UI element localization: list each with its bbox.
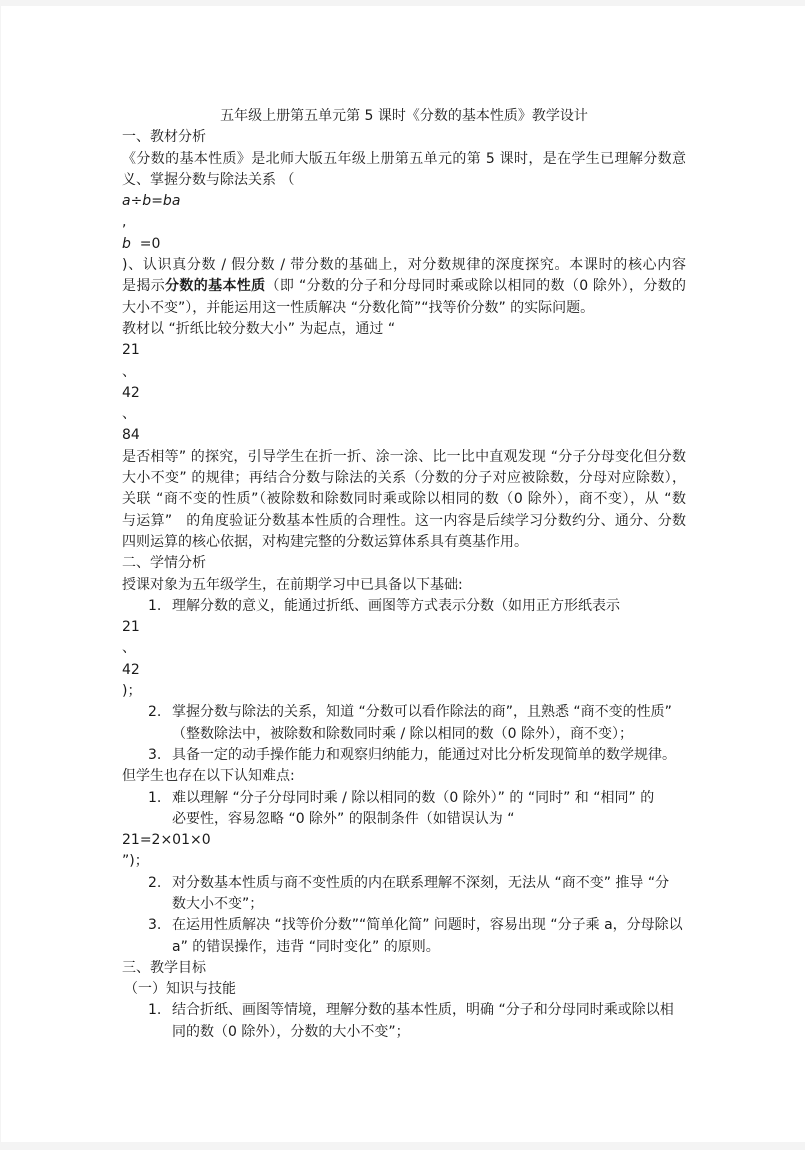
list-number: 1. [148, 597, 162, 614]
list-number: 1. [148, 1002, 162, 1019]
subsection-heading: （一）知识与技能 [124, 981, 236, 998]
paragraph-line: 关联 “商不变的性质”（被除数和除数同时乘或除以相同的数（0 除外），商不变），从 “数 [122, 491, 686, 508]
document-title: 五年级上册第五单元第 5 课时《分数的基本性质》教学设计 [220, 108, 588, 124]
section-heading-2: 二、学情分析 [122, 555, 206, 572]
document-page [1, 6, 805, 1142]
paragraph-line: 《分数的基本性质》是北师大版五年级上册第五单元的第 5 课时，是在学生已理解分数意 [122, 150, 686, 167]
fraction-1-2: 21 [122, 619, 140, 636]
formula-a-div-b: a÷b=ba [122, 193, 181, 210]
list-text: 对分数基本性质与商不变性质的内在联系理解不深刻，无法从 “商不变” 推导 “分 [172, 874, 670, 891]
bold-key-term: 分数的基本性质 [165, 278, 266, 295]
paragraph-line: 义、掌握分数与除法关系 （ [122, 171, 295, 188]
list-number: 1. [148, 789, 162, 806]
list-item [122, 1000, 686, 1021]
formula-b-var: b [122, 235, 131, 252]
text-segment: （即 “分数的分子和分母同时乘或除以相同的数（0 除外），分数的 [265, 278, 687, 295]
paragraph-line: 但学生也存在以下认知难点: [122, 768, 295, 785]
paragraph-line: 与运算” 的角度验证分数基本性质的合理性。这一内容是后续学习分数约分、通分、分数 [122, 512, 686, 529]
list-text: 理解分数的意义，能通过折纸、画图等方式表示分数（如用正方形纸表示 [172, 597, 620, 614]
list-number: 2. [148, 874, 162, 891]
list-text: 掌握分数与除法的关系，知道 “分数可以看作除法的商”，且熟悉 “商不变的性质” [172, 704, 672, 721]
formula-b-not-zero [122, 234, 686, 255]
list-text: 具备一定的动手操作能力和观察归纳能力，能通过对比分析发现简单的数学规律。 [172, 746, 676, 763]
list-item [122, 788, 686, 809]
list-item [122, 702, 686, 723]
fraction-2-4: 42 [122, 384, 140, 401]
list-item [122, 873, 686, 894]
fraction-2-4: 42 [122, 661, 140, 678]
list-text: 难以理解 “分子分母同时乘 / 除以相同的数（0 除外）” 的 “同时” 和 “相同” 的 [172, 789, 655, 806]
document-content [122, 106, 686, 1043]
paragraph-line: 四则运算的核心依据，对构建完整的分数运算体系具有奠基作用。 [122, 533, 528, 550]
fraction-4-8: 84 [122, 427, 140, 444]
section-heading-1: 一、教材分析 [122, 129, 206, 146]
list-text: 在运用性质解决 “找等价分数”“简单化简” 问题时，容易出现 “分子乘 a，分母除以 [172, 917, 683, 934]
list-tail: )； [122, 683, 142, 700]
list-item [122, 745, 686, 766]
fraction-1-2: 21 [122, 342, 140, 359]
formula-wrong-example: 21=2×01×0 [122, 832, 211, 849]
paragraph-line: 授课对象为五年级学生，在前期学习中已具备以下基础: [122, 576, 463, 593]
list-item [122, 596, 686, 617]
section-heading-3: 三、教学目标 [122, 959, 206, 976]
list-tail: ”)； [122, 853, 149, 870]
text-segment: 是揭示 [122, 278, 166, 295]
paragraph-line: 是否相等” 的探究，引导学生在折一折、涂一涂、比一比中直观发现 “分子分母变化但分数 [122, 448, 686, 465]
separator: 、 [122, 363, 136, 380]
list-text-cont: 必要性，容易忽略 “0 除外” 的限制条件（如错误认为 “ [172, 810, 515, 827]
list-number: 3. [148, 746, 162, 763]
paragraph-line: )、认识真分数 / 假分数 / 带分数的基础上，对分数规律的深度探究。本课时的核心内容 [122, 257, 686, 274]
list-text-cont: （整数除法中，被除数和除数同时乘 / 除以相同的数（0 除外），商不变）； [172, 725, 633, 742]
paragraph-line: 大小不变”），并能运用这一性质解决 “分数化简”“找等价分数” 的实际问题。 [122, 299, 595, 316]
paragraph-line [122, 276, 686, 297]
list-text-cont: 同的数（0 除外），分数的大小不变”； [172, 1023, 410, 1040]
list-text-cont: 数大小不变”； [172, 895, 264, 912]
list-number: 2. [148, 704, 162, 721]
formula-b-rest: =0 [130, 235, 161, 252]
list-number: 3. [148, 917, 162, 934]
formula-comma: , [122, 214, 127, 231]
paragraph-line: 大小不变” 的规律；再结合分数与除法的关系（分数的分子对应被除数，分母对应除数）， [122, 470, 686, 487]
list-item [122, 915, 686, 936]
separator: 、 [122, 406, 136, 423]
list-text: 结合折纸、画图等情境，理解分数的基本性质，明确 “分子和分母同时乘或除以相 [172, 1002, 674, 1019]
separator: 、 [122, 640, 136, 657]
paragraph-line: 教材以 “折纸比较分数大小” 为起点，通过 “ [122, 320, 396, 337]
list-text-cont: a” 的错误操作，违背 “同时变化” 的原则。 [172, 938, 440, 955]
